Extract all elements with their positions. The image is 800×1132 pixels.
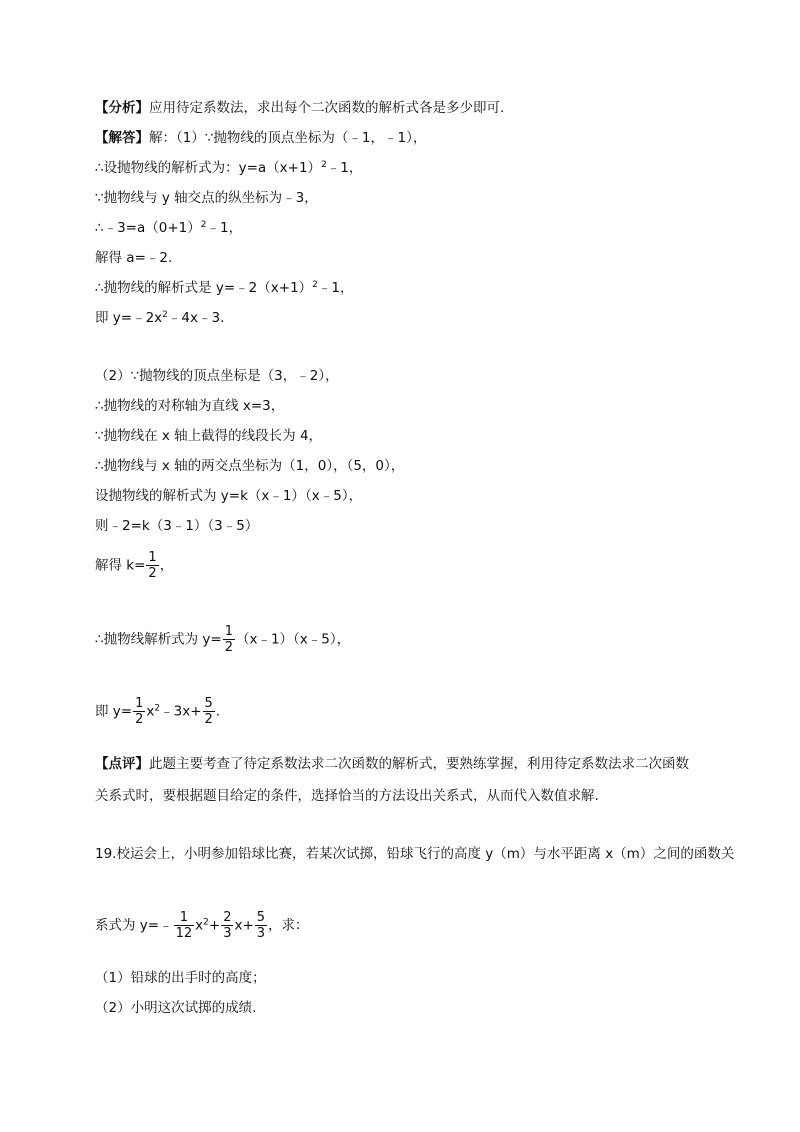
- answer-line-4: $\therefore﹣3=a(0+1)^2﹣1$，: [95, 220, 243, 236]
- question-19-sub-1: （1）铅球的出手时的高度；: [95, 970, 266, 986]
- fraction: $\frac{1}{2}$: [135, 696, 144, 727]
- fraction: $\frac{1}{12}$: [175, 910, 193, 941]
- part2-line-5: 设抛物线的解析式为 y=k（x﹣1）（x﹣5），: [95, 488, 363, 504]
- part2-line-8: ∴抛物线解析式为 y= $\frac{1}{2}$ （x﹣1）（x﹣5），: [95, 624, 351, 655]
- fraction: $\frac{5}{3}$: [256, 910, 266, 941]
- comment-line-1: 【点评】此题主要考查了待定系数法求二次函数的解析式，要熟练掌握，利用待定系数法求二次函数: [95, 756, 689, 772]
- comment-line-2: 关系式时，要根据题目给定的条件，选择恰当的方法设出关系式，从而代入数值求解.: [95, 788, 599, 804]
- answer-line-6: ∴抛物线的解析式是 $y=﹣2(x+1)^2﹣1$，: [95, 280, 354, 296]
- part2-line-4: ∴抛物线与 x 轴的两交点坐标为（1，0），（5，0），: [95, 458, 405, 474]
- answer-line-3: ∵抛物线与 y 轴交点的纵坐标为﹣3，: [95, 190, 318, 206]
- answer-line-5: 解得 a=﹣2.: [95, 250, 173, 266]
- fraction: $\frac{2}{3}$: [223, 910, 232, 941]
- analysis-line: [95, 98, 504, 118]
- analysis-label: 【分析】: [95, 100, 149, 116]
- fraction: $\frac{5}{2}$: [204, 696, 213, 727]
- fraction: $\frac{1}{2}$: [224, 624, 233, 655]
- comment-label: 【点评】: [95, 756, 149, 772]
- analysis-text: 应用待定系数法，求出每个二次函数的解析式各是多少即可.: [149, 100, 505, 116]
- answer-label: 【解答】: [95, 130, 149, 146]
- part2-line-7: 解得 k= $\frac{1}{2}$ ，: [95, 550, 174, 581]
- answer-line-2: ∴设抛物线的解析式为：$y=a(x+1)^2﹣1$，: [95, 160, 363, 176]
- question-19-line-1: 19.校运会上，小明参加铅球比赛，若某次试掷，铅球飞行的高度 y（m）与水平距离 x（m）之间的函数关: [95, 846, 735, 862]
- answer-line-7: 即 $y=﹣2x^2﹣4x﹣3$.: [95, 310, 225, 326]
- question-19-sub-2: （2）小明这次试掷的成绩.: [95, 1000, 257, 1016]
- question-19-line-2: 系式为 y=﹣ $\frac{1}{12}$ $x^2+$ $\frac{2}{3}$ x+ $\frac{5}{3}$ ，求：: [95, 910, 309, 941]
- part2-line-6: 则﹣2=k（3﹣1）（3﹣5）: [95, 518, 259, 534]
- answer-line-1: 【解答】解：（1）∵抛物线的顶点坐标为（﹣1，﹣1），: [95, 130, 427, 146]
- part2-line-9: 即 y= $\frac{1}{2}$ $x^2﹣3x+$ $\frac{5}{2}$ .: [95, 696, 221, 727]
- fraction: $\frac{1}{2}$: [148, 550, 157, 581]
- part2-line-3: ∵抛物线在 x 轴上截得的线段长为 4，: [95, 428, 323, 444]
- part2-line-1: （2）∵抛物线的顶点坐标是（3，﹣2），: [95, 368, 339, 384]
- part2-line-2: ∴抛物线的对称轴为直线 x=3，: [95, 398, 285, 414]
